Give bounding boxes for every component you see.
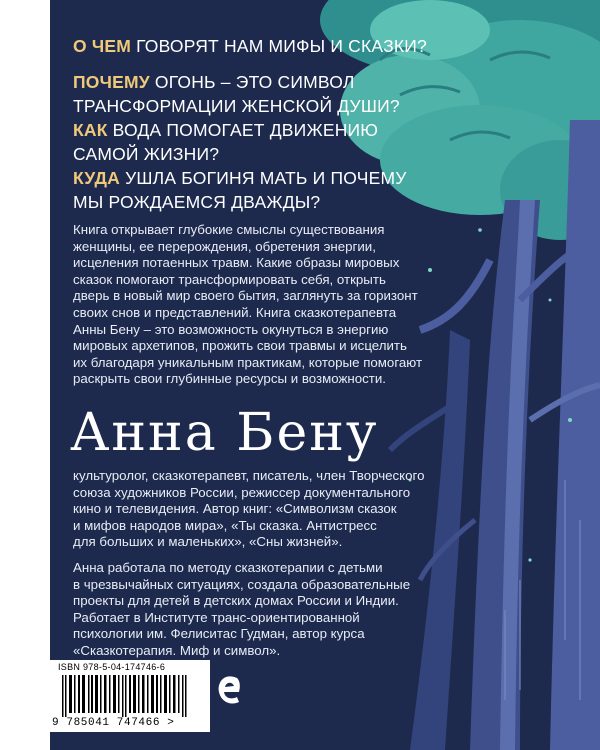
question-4: КУДА УШЛА БОГИНЯ МАТЬ И ПОЧЕМУ МЫ РОЖДАЕМСЯ ДВАЖДЫ? <box>73 168 407 212</box>
question-3: КАК ВОДА ПОМОГАЕТ ДВИЖЕНИЮ САМОЙ ЖИЗНИ? <box>73 120 379 164</box>
author-achievements: Анна работала по методу сказкотерапии с детьми в чрезвычайных ситуациях, создала образовательные проекты для детей в детских домах России и Индии. Работает в Институте транс-ориентированной психологии им. Фелиситас Гудман, автор курса «Сказкотерапия. Миф и символ». <box>73 560 411 658</box>
question-2: ПОЧЕМУ ОГОНЬ – ЭТО СИМВОЛ ТРАНСФОРМАЦИИ ЖЕНСКОЙ ДУШИ? <box>73 72 400 116</box>
barcode-area <box>50 660 210 732</box>
book-back-cover <box>50 0 600 750</box>
barcode-icon <box>62 675 202 717</box>
publisher-logo-icon <box>215 670 245 710</box>
question-1: О ЧЕМ ГОВОРЯТ НАМ МИФЫ И СКАЗКИ? <box>73 36 427 56</box>
author-name: Анна Бену <box>70 403 379 463</box>
author-bio: культуролог, сказкотерапевт, писатель, член Творческого союза художников России, режиссер документального кино и телевидения. Автор книг: «Символизм сказок и мифов народов мира», «Ты сказка. Антистресс для больших и маленьких», «Сны жизней». <box>73 468 425 550</box>
book-description: Книга открывает глубокие смыслы существования женщины, ее перерождения, обретения энергии, исцеления потаенных травм. Какие образы мировых сказок помогают трансформировать себя, открыть дверь в новый мир своего бытия, заглянуть за горизонт своих снов и представлений. Книга сказкотерапевта Анны Бену – это возможность окунуться в энергию мировых архетипов, прожить свои травмы и исцелить их благодаря уникальным практикам, которые помогают раскрыть свои глубинные ресурсы и возможности. <box>73 222 423 387</box>
barcode-digits: 9 785041 747466 > <box>52 717 175 729</box>
isbn-label: ISBN 978-5-04-174746-6 <box>58 662 166 672</box>
